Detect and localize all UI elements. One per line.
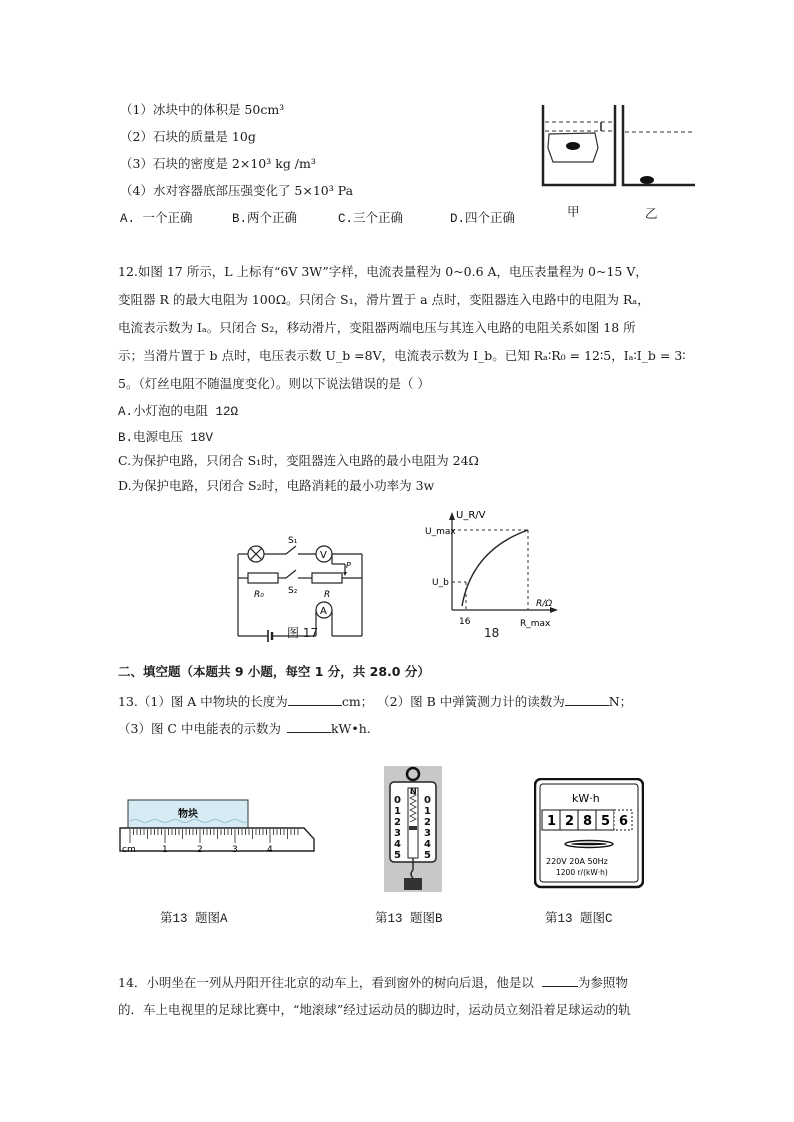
scale-right-1: 1	[424, 806, 431, 817]
q13-blank-energy	[287, 721, 331, 733]
q13-part1-text: 13.（1）图 A 中物块的长度为	[118, 694, 288, 709]
fig-c-caption: 第13 题图C	[545, 912, 613, 926]
fig17-r0-label: R₀	[254, 590, 264, 600]
q11-statement-3: （3）石块的密度是 2×10³ kg /m³	[120, 156, 316, 171]
fig17-s1-label: S₁	[288, 536, 298, 546]
meter-digit-3: 8	[583, 814, 593, 829]
scale-left-2: 2	[394, 817, 401, 828]
fig18-ub-label: U_b	[432, 578, 449, 588]
scale-right-4: 4	[424, 839, 431, 850]
meter-digit-1: 1	[547, 814, 557, 829]
q12-line-1: 12.如图 17 所示，L 上标有“6V 3W”字样，电流表量程为 0~0.6 A，电压表量程为 0~15 V，	[118, 264, 648, 279]
q12-option-a: A.小灯泡的电阻 12Ω	[118, 405, 239, 419]
scale-left-3: 3	[394, 828, 401, 839]
fig18-umax-label: U_max	[425, 527, 456, 537]
meter-digit-4: 5	[601, 814, 611, 829]
scale-left-5: 5	[394, 850, 401, 861]
ruler-figure-a	[118, 795, 318, 875]
q11-statement-2: （2）石块的质量是 10g	[120, 129, 256, 144]
scale-right-0: 0	[424, 795, 431, 806]
q11-option-a: A. 一个正确	[120, 212, 193, 226]
q12-line-4: 示；当滑片置于 b 点时，电压表示数 U_b =8V，电流表示数为 I_b。已知 Rₐ∶R₀ = 12∶5，Iₐ∶I_b = 3∶	[118, 348, 686, 363]
q13-blank-force	[565, 694, 609, 706]
scale-left-4: 4	[394, 839, 401, 850]
fig17-r-label: R	[324, 590, 331, 600]
ammeter-symbol: A	[320, 606, 327, 617]
beaker-label-jia: 甲	[567, 204, 580, 219]
q12-option-c: C.为保护电路，只闭合 S₁时，变阻器连入电路的最小电阻为 24Ω	[118, 453, 479, 468]
q14-line1-text: 14．小明坐在一列从丹阳开往北京的动车上，看到窗外的树向后退，他是以	[118, 975, 534, 990]
q13-line-1	[118, 692, 632, 710]
q12-option-d: D.为保护电路，只闭合 S₂时，电路消耗的最小功率为 3w	[118, 478, 435, 493]
meter-digit-5: 6	[619, 814, 629, 829]
ruler-tick-3: 3	[232, 845, 238, 855]
spring-scale-unit: N	[410, 787, 417, 796]
q12-line-2: 变阻器 R 的最大电阻为 100Ω。只闭合 S₁，滑片置于 a 点时，变阻器连入电路中的电阻为 Rₐ，	[118, 292, 650, 307]
fig-a-caption: 第13 题图A	[160, 912, 228, 926]
q14-line-2: 的．车上电视里的足球比赛中，“地滚球”经过运动员的脚边时，运动员立刻沿着足球运动的轨	[118, 1002, 631, 1017]
q14-line-1	[118, 973, 628, 991]
scale-left-1: 1	[394, 806, 401, 817]
q11-option-d: D.四个正确	[450, 212, 516, 226]
q12-option-b: B.电源电压 18V	[118, 431, 214, 445]
fig18-x-axis-label: R/Ω	[536, 599, 553, 609]
q14-blank-reference	[542, 975, 578, 987]
scale-right-3: 3	[424, 828, 431, 839]
q11-statement-4: （4）水对容器底部压强变化了 5×10³ Pa	[120, 183, 354, 198]
fig18-caption: 18	[484, 626, 500, 640]
q13-part2-unit: N；	[608, 694, 633, 709]
q13-blank-length	[288, 694, 342, 706]
meter-unit: kW·h	[572, 792, 600, 805]
ruler-unit: cm	[122, 845, 136, 855]
ruler-tick-4: 4	[267, 845, 273, 855]
q11-option-b: B.两个正确	[232, 212, 298, 226]
graph-figure-18	[422, 506, 572, 632]
beakers-figure	[535, 100, 695, 225]
energy-meter-figure-c	[534, 778, 644, 890]
ruler-tick-1: 1	[162, 845, 168, 855]
scale-right-2: 2	[424, 817, 431, 828]
q11-statement-1: （1）冰块中的体积是 50cm³	[120, 102, 285, 117]
scale-right-5: 5	[424, 850, 431, 861]
beaker-label-yi: 乙	[645, 206, 658, 221]
fig17-p-label: P	[346, 561, 351, 570]
section2-heading: 二、填空题（本题共 9 小题，每空 1 分，共 28.0 分）	[118, 664, 430, 679]
fig18-y-axis-label: U_R/V	[456, 510, 486, 521]
q12-line-5: 5。（灯丝电阻不随温度变化）。则以下说法错误的是（ ）	[118, 376, 430, 391]
q12-line-3: 电流表示数为 Iₐ。只闭合 S₂，移动滑片，变阻器两端电压与其连入电路的电阻关系如图 18 所	[118, 320, 636, 335]
fig18-rmax-label: R_max	[520, 619, 551, 629]
fig17-s2-label: S₂	[288, 586, 298, 596]
q11-option-c: C.三个正确	[338, 212, 404, 226]
q13-part3-text: （3）图 C 中电能表的示数为	[118, 721, 281, 736]
ruler-tick-2: 2	[197, 845, 203, 855]
meter-specs: 220V 20A 50Hz	[546, 857, 608, 866]
scale-left-0: 0	[394, 795, 401, 806]
voltmeter-symbol: V	[320, 550, 327, 561]
block-label: 物块	[178, 809, 198, 820]
fig17-caption: 图 17	[287, 626, 319, 640]
q14-line1-tail: 为参照物	[577, 975, 628, 990]
q13-part3-unit: kW•h.	[330, 721, 371, 736]
fig-b-caption: 第13 题图B	[375, 912, 443, 926]
q13-line-2	[118, 719, 371, 737]
fig18-x-tick-16: 16	[459, 617, 471, 627]
meter-revolutions: 1200 r/(kW·h)	[556, 868, 608, 877]
q13-part2-text: cm； （2）图 B 中弹簧测力计的读数为	[341, 694, 565, 709]
meter-digit-2: 2	[565, 814, 575, 829]
spring-scale-figure-b	[382, 766, 444, 894]
